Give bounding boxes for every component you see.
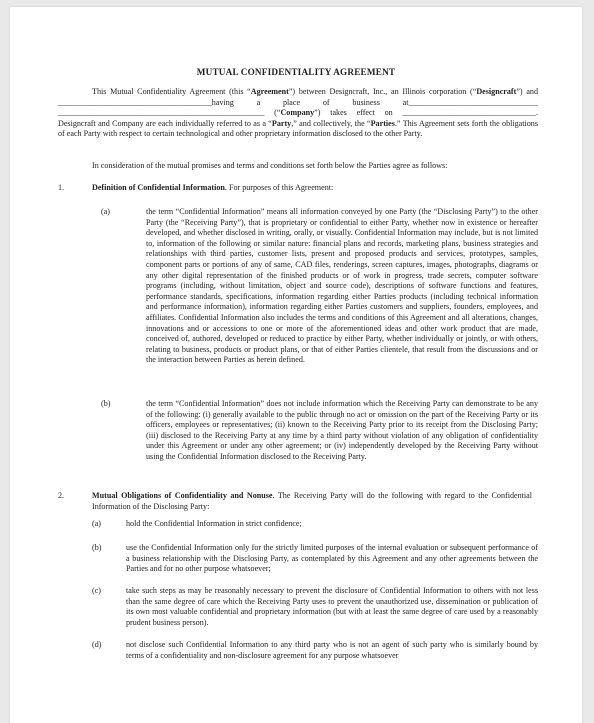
section-2c-label: (c) — [92, 586, 101, 595]
intro-text-1: This Mutual Confidentiality Agreement (this “ — [92, 87, 251, 96]
section-2-heading-bold: Mutual Obligations of Confidentiality and Nonuse — [92, 491, 273, 500]
intro-paragraph — [58, 87, 538, 140]
section-1-heading-rest: . For purposes of this Agreement: — [224, 183, 334, 192]
term-party: Party — [271, 118, 292, 128]
section-2d-label: (d) — [92, 640, 102, 649]
section-2-number: 2. — [58, 491, 65, 500]
term-designcraft: Designcraft — [476, 87, 517, 96]
intro-text-4: ”) takes effect on _________________________________. Designcraft and Company are each individually referred to as a “ — [58, 108, 539, 128]
section-1-heading — [92, 183, 532, 194]
consideration-paragraph: In consideration of the mutual promises and terms and conditions set forth below the Parties agree as follows: — [92, 161, 448, 170]
section-2c-text: take such steps as may be reasonably necessary to prevent the disclosure of Confidential Information to others with not less than the same degree of care which the Receiving Party uses to prevent the unauthorized use, dissemination or publication of its own most valuable confidential and proprietary information (but with at least the same degree of care used by a reasonably prudent business person). — [126, 586, 538, 627]
section-1b-label: (b) — [101, 399, 111, 408]
intro-text-6: .” This Agreement sets forth the obligations of each Party with respect to certain technological and other proprietary information disclosed to the other Party. — [58, 118, 538, 139]
section-2a-text: hold the Confidential Information in strict confidence; — [126, 519, 302, 528]
intro-text-3: ”) and ______________________________________having a place of business at________________________________ ___________________________________________________ (“ — [58, 87, 539, 118]
section-1-number: 1. — [58, 183, 65, 192]
section-2d-text: not disclose such Confidential Information to any third party who is not an agent of such party who is similarly bound by terms of a confidentiality and non-disclosure agreement for any purpose whatsoever — [126, 640, 538, 660]
term-parties: Parties — [370, 118, 395, 128]
document-title: MUTUAL CONFIDENTIALITY AGREEMENT — [196, 67, 396, 77]
section-1a-label: (a) — [101, 207, 110, 216]
intro-text-5: ,” and collectively, the “ — [291, 118, 371, 128]
section-1b-text: the term “Confidential Information” does not include information which the Receiving Party can demonstrate to be any of the following: (i) generally available to the public through no act or omission on the part of the Receiving Party or its officers, employees or representatives; (ii) known to the Receiving Party prior to its receipt from the Disclosing Party; (iii) disclosed to the Receiving Party at any time by a third party without violation of any obligation of confidentiality under this Agreement or under any other agreement; or (iv) independently developed by the Receiving Party without using the Confidential Information disclosed to the Receiving Party. — [146, 399, 538, 461]
section-2b-text: use the Confidential Information only for the strictly limited purposes of the internal evaluation or subsequent performance of a business relationship with the Disclosing Party, as contemplated by this Agreement and any other agreements between the Parties and for no other purpose whatsoever; — [126, 543, 538, 574]
document-page — [10, 7, 582, 723]
term-agreement: Agreement — [250, 87, 289, 96]
term-company: Company — [280, 108, 315, 118]
section-2b-label: (b) — [92, 543, 102, 552]
section-1a-text: the term “Confidential Information” means all information conveyed by one Party (the “Disclosing Party”) to the other Party (the “Receiving Party”), that is proprietary or confidential to either Party, whether now in existence or hereafter developed, and whether disclosed in writing, orally, or visually. Confidential Information may include, but is not limited to, information of the following or similar nature: financial plans and records, marketing plans, business strategies and relationships with third parties, customer lists, present and proposed products and services, prototypes, samples, component parts or portions of any of same, CAD files, renderings, screen captures, images, photographs, diagrams or any other digital representation of the finished products or of work in progress, trade secrets, computer software programs (including, without limitation, object and source code), descriptions of software functions and features, performance standards, specifications, information regarding either Parties products (including technical information and performance information), information regarding either Parties customers and suppliers, founders, employees, and affiliates. Confidential Information also includes the terms and conditions of this Agreement and all alterations, changes, innovations and or accessions to one or more of the aforementioned ideas and other work product that are made, conceived of, authored, developed or reduced to practice by either Party, whether individually or jointly, or with others, relating to business, products or product plans, or that of either Parties clientele, that result from the discussions and or the interaction between Parties as herein defined. — [146, 207, 538, 365]
section-2-heading — [92, 491, 532, 512]
intro-text-2: ”) between Designcraft, Inc., an Illinois corporation (“ — [288, 87, 477, 96]
section-1-heading-bold: Definition of Confidential Information — [92, 183, 225, 192]
section-2a-label: (a) — [92, 519, 101, 528]
section-2-heading-rest: . The Receiving Party will do the following with regard to the Confidential Information of the Disclosing Party: — [92, 491, 532, 511]
